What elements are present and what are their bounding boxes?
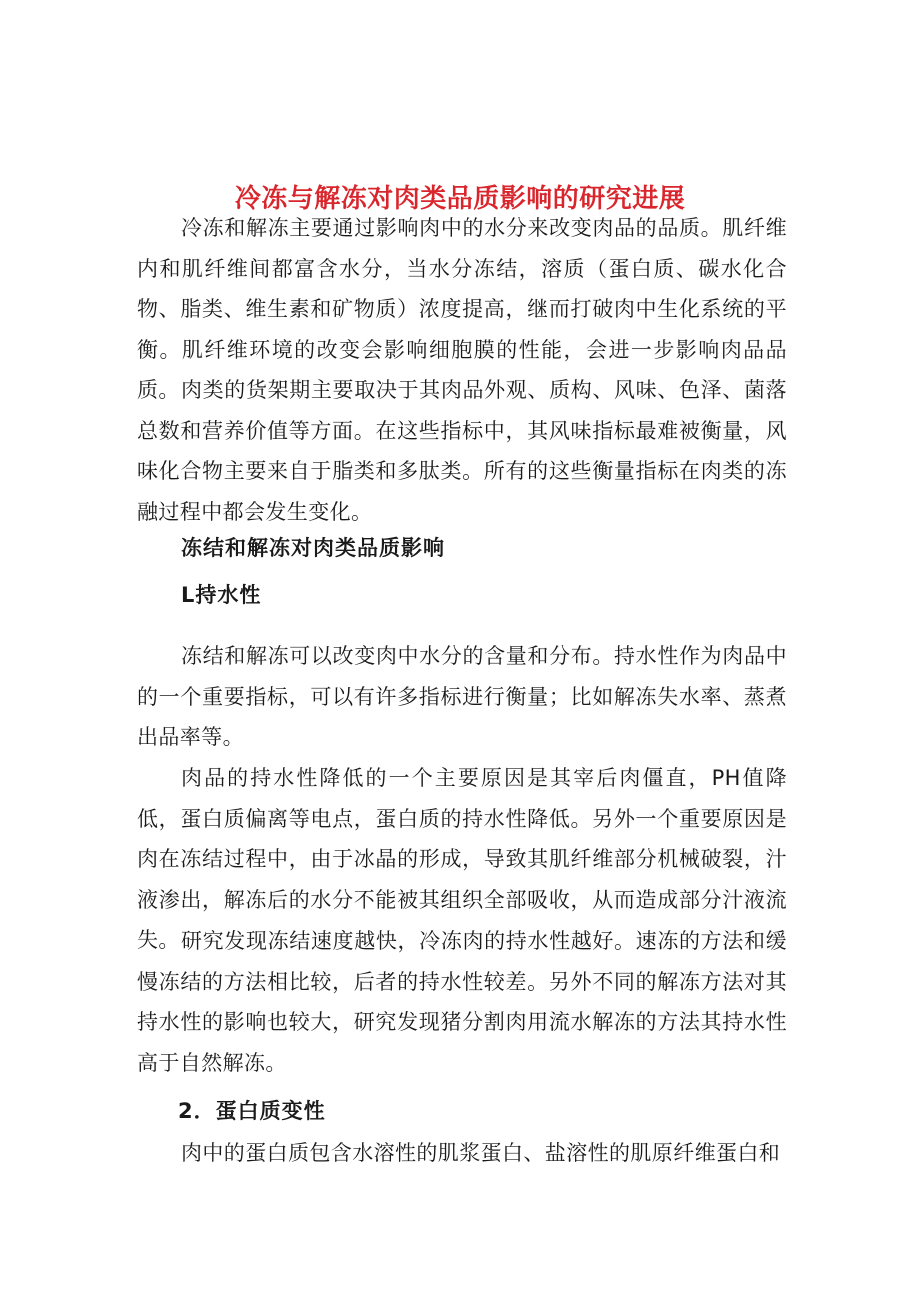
paragraph-water-3: 研究发现冻结速度越快，冷冻肉的持水性越好。速冻的方法和缓慢冻结的方法相比较，后者的持水性较差。另外不同的解冻方法对其持水性的影响也较大，研究发现猪分割肉用流水解冻的方法其持水性高于自然解冻。 xyxy=(137,929,787,1075)
subheading-protein: 2．蛋白质变性 xyxy=(178,1099,326,1123)
document-title: 冷冻与解冻对肉类品质影响的研究进展 xyxy=(234,184,686,215)
paragraph-protein-1: 肉中的蛋白质包含水溶性的肌浆蛋白、盐溶性的肌原纤维蛋白和 xyxy=(181,1141,781,1165)
paragraph-intro-1: 冷冻和解冻主要通过影响肉中的水分来改变肉品的品质。肌纤维内和肌纤维间都富含水分，当水分冻结，溶质（蛋白质、碳水化合物、脂类、维生素和矿物质）浓度提高，继而打破肉中生化系统的平衡。肌纤维环境的改变会影响细胞膜的性能，会进一步影响肉品品质。 xyxy=(137,216,787,402)
paragraph-intro-2: 肉类的货架期主要取决于其肉品外观、质构、风味、色泽、菌落总数和营养价值等方面。在这些指标中，其风味指标最难被衡量，风味化合物主要来自于脂类和多肽类。所有的这些衡量指标在肉类的冻融过程中都会发生变化。 xyxy=(137,378,787,524)
subheading-water-holding: L持水性 xyxy=(181,583,262,607)
section-heading: 冻结和解冻对肉类品质影响 xyxy=(181,536,445,560)
paragraph-water-2: 肉品的持水性降低的一个主要原因是其宰后肉僵直，PH值降低，蛋白质偏离等电点，蛋白质的持水性降低。另外一个重要原因是肉在冻结过程中，由于冰晶的形成，导致其肌纤维部分机械破裂，汁液渗出，解冻后的水分不能被其组织全部吸收，从而造成部分汁液流失。 xyxy=(137,766,787,952)
paragraph-water-1: 冻结和解冻可以改变肉中水分的含量和分布。持水性作为肉品中的一个重要指标，可以有许多指标进行衡量；比如解冻失水率、蒸煮出品率等。 xyxy=(137,644,787,749)
